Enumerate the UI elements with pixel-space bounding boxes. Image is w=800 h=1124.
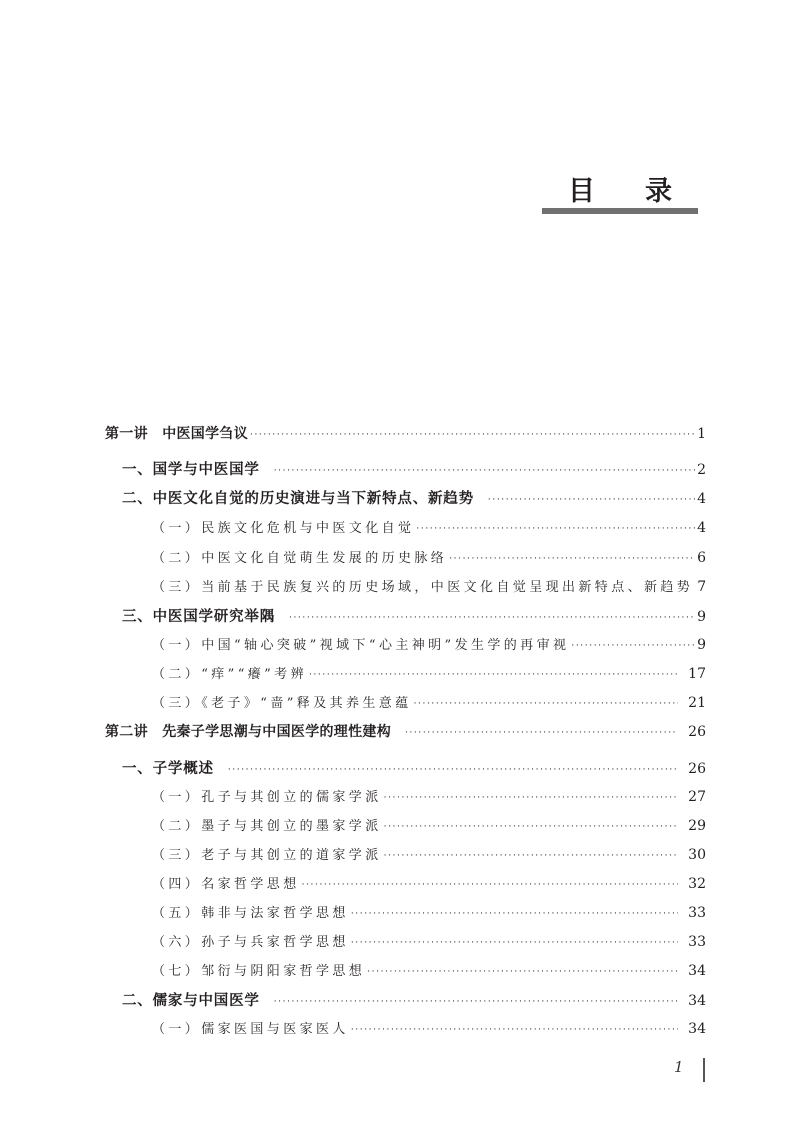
toc-entry-label: （一）中国“轴心突破”视域下“心主神明”发生学的再审视 bbox=[152, 638, 570, 653]
toc-entry-label: （三）老子与其创立的道家学派 bbox=[152, 848, 382, 863]
toc-entry-page: 29 bbox=[688, 818, 706, 834]
toc-leader-dots bbox=[488, 495, 695, 505]
toc-entry[interactable] bbox=[152, 1018, 706, 1040]
toc-entry[interactable] bbox=[122, 757, 706, 779]
toc-leader-dots bbox=[274, 997, 678, 1007]
toc-entry-label: （二）墨子与其创立的墨家学派 bbox=[152, 819, 382, 834]
toc-entry-page: 27 bbox=[688, 789, 706, 805]
toc-leader-dots bbox=[309, 670, 678, 680]
toc-leader-dots bbox=[449, 554, 695, 564]
toc-entry-page: 32 bbox=[688, 876, 706, 892]
toc-entry[interactable] bbox=[152, 902, 706, 924]
toc-entry-label: 第一讲 中医国学刍议 bbox=[105, 426, 248, 442]
toc-entry-page: 4 bbox=[697, 520, 706, 536]
toc-entry[interactable] bbox=[152, 692, 706, 714]
toc-entry-page: 4 bbox=[697, 491, 706, 507]
toc-leader-dots bbox=[351, 909, 678, 919]
toc-entry-label: （一）孔子与其创立的儒家学派 bbox=[152, 790, 382, 805]
page-title-char-1: 目 bbox=[568, 176, 595, 207]
toc-entry-label: （六）孙子与兵家哲学思想 bbox=[152, 935, 349, 950]
toc-entry-page: 34 bbox=[688, 963, 706, 979]
toc-entry-page: 34 bbox=[688, 1021, 706, 1037]
toc-entry-label: 二、儒家与中国医学 bbox=[122, 992, 260, 1009]
toc-entry[interactable] bbox=[152, 931, 706, 953]
toc-entry-page: 1 bbox=[697, 426, 706, 442]
toc-entry-label: 一、子学概述 bbox=[122, 760, 214, 777]
toc-leader-dots bbox=[414, 699, 679, 709]
toc-entry-label: （七）邹衍与阴阳家哲学思想 bbox=[152, 964, 366, 979]
toc-entry-label: （五）韩非与法家哲学思想 bbox=[152, 906, 349, 921]
toc-entry-label: 三、中医国学研究举隅 bbox=[122, 608, 275, 625]
toc-entry-page: 7 bbox=[697, 579, 706, 595]
toc-leader-dots bbox=[351, 938, 678, 948]
toc-leader-dots bbox=[228, 765, 678, 775]
toc-leader-dots bbox=[289, 613, 695, 623]
page-title-char-2: 录 bbox=[645, 176, 672, 207]
toc-leader-dots bbox=[302, 880, 679, 890]
toc-entry[interactable] bbox=[152, 547, 706, 569]
toc-entry-page: 2 bbox=[697, 462, 706, 478]
toc-entry-page: 26 bbox=[688, 761, 706, 777]
toc-leader-dots bbox=[274, 466, 695, 476]
toc-leader-dots bbox=[384, 822, 679, 832]
toc-entry[interactable] bbox=[122, 487, 706, 509]
toc-entry-label: （三）《老子》“啬”释及其养生意蕴 bbox=[152, 696, 412, 711]
toc-leader-dots bbox=[405, 728, 678, 738]
toc-entry-page: 26 bbox=[688, 724, 706, 740]
page-title bbox=[540, 165, 700, 205]
toc-entry[interactable] bbox=[152, 517, 706, 539]
toc-leader-dots bbox=[351, 1025, 678, 1035]
toc-leader-dots bbox=[384, 793, 679, 803]
toc-entry-label: 一、国学与中医国学 bbox=[122, 461, 260, 478]
toc-entry[interactable] bbox=[152, 663, 706, 685]
toc-leader-dots bbox=[367, 967, 678, 977]
toc-leader-dots bbox=[416, 524, 695, 534]
toc-entry[interactable] bbox=[152, 576, 706, 598]
toc-entry-label: 第二讲 先秦子学思潮与中国医学的理性建构 bbox=[105, 724, 391, 740]
toc-entry[interactable] bbox=[152, 634, 706, 656]
toc-entry[interactable] bbox=[152, 960, 706, 982]
toc-leader-dots bbox=[384, 851, 679, 861]
toc-entry[interactable] bbox=[105, 721, 706, 743]
toc-entry-page: 33 bbox=[688, 934, 706, 950]
page-number-rule bbox=[703, 1058, 705, 1082]
toc-entry-page: 21 bbox=[688, 695, 706, 711]
toc-entry-page: 6 bbox=[697, 550, 706, 566]
toc-entry[interactable] bbox=[152, 786, 706, 808]
toc-entry[interactable] bbox=[122, 605, 706, 627]
toc-entry-label: （四）名家哲学思想 bbox=[152, 877, 300, 892]
toc-entry-page: 30 bbox=[688, 847, 706, 863]
toc-entry-page: 33 bbox=[688, 905, 706, 921]
toc-entry-label: （二）“痒”“癢”考辨 bbox=[152, 667, 307, 682]
toc-entry[interactable] bbox=[105, 423, 706, 445]
toc-entry[interactable] bbox=[152, 873, 706, 895]
toc-entry[interactable] bbox=[122, 989, 706, 1011]
toc-entry-label: （二）中医文化自觉萌生发展的历史脉络 bbox=[152, 551, 448, 566]
toc-entry-page: 9 bbox=[697, 637, 706, 653]
toc-entry-label: （一）民族文化危机与中医文化自觉 bbox=[152, 521, 415, 536]
toc-entry[interactable] bbox=[152, 844, 706, 866]
toc-entry[interactable] bbox=[152, 815, 706, 837]
toc-entry-page: 34 bbox=[688, 993, 706, 1009]
toc-entry-label: （一）儒家医国与医家医人 bbox=[152, 1022, 349, 1037]
toc-entry-page: 9 bbox=[697, 609, 706, 625]
toc-entry[interactable] bbox=[122, 458, 706, 480]
toc-entry-page: 17 bbox=[688, 666, 706, 682]
toc-entry-label: 二、中医文化自觉的历史演进与当下新特点、新趋势 bbox=[122, 490, 474, 507]
title-underline-bar bbox=[542, 208, 698, 214]
toc-leader-dots bbox=[250, 430, 695, 440]
toc-entry-label: （三）当前基于民族复兴的历史场域，中医文化自觉呈现出新特点、新趋势 bbox=[152, 580, 694, 595]
page-number: 1 bbox=[674, 1058, 684, 1076]
toc-leader-dots bbox=[571, 641, 695, 651]
